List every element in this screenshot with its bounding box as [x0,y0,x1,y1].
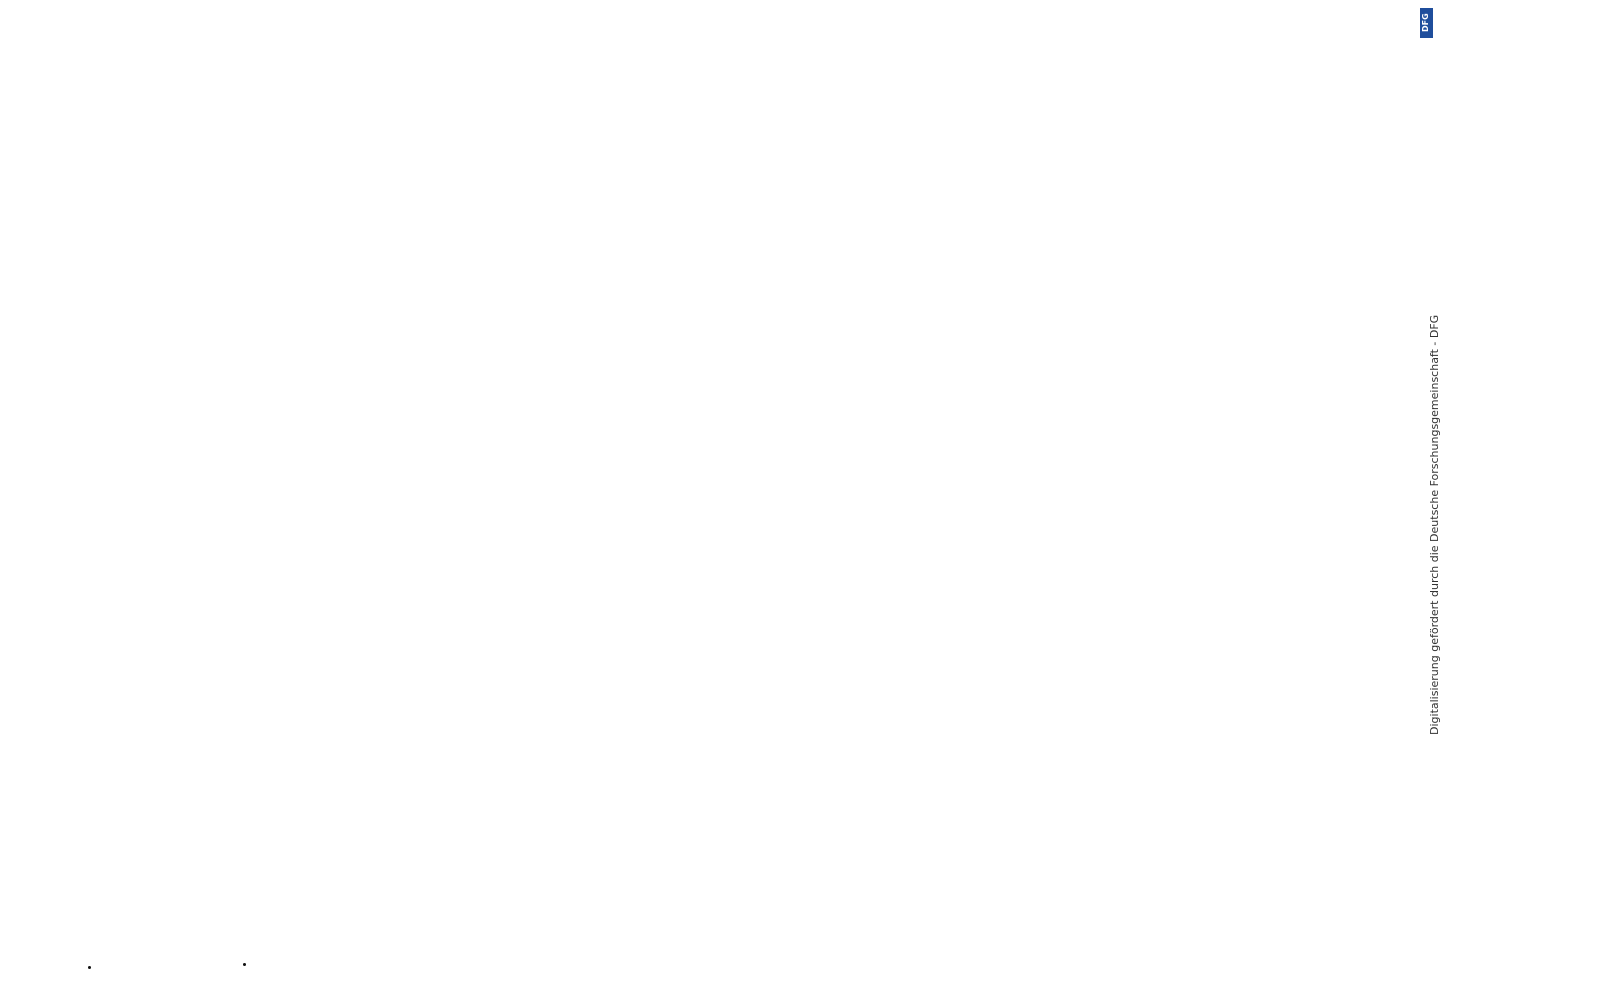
scan-speck [88,966,91,969]
digitization-credit [1410,10,1441,990]
dfg-logo-text: DFG [1421,13,1430,32]
scan-speck [243,963,246,966]
digitization-credit-text: Digitalisierung gefördert durch die Deutsche Forschungsgemeinschaft - DFG [1428,314,1441,735]
